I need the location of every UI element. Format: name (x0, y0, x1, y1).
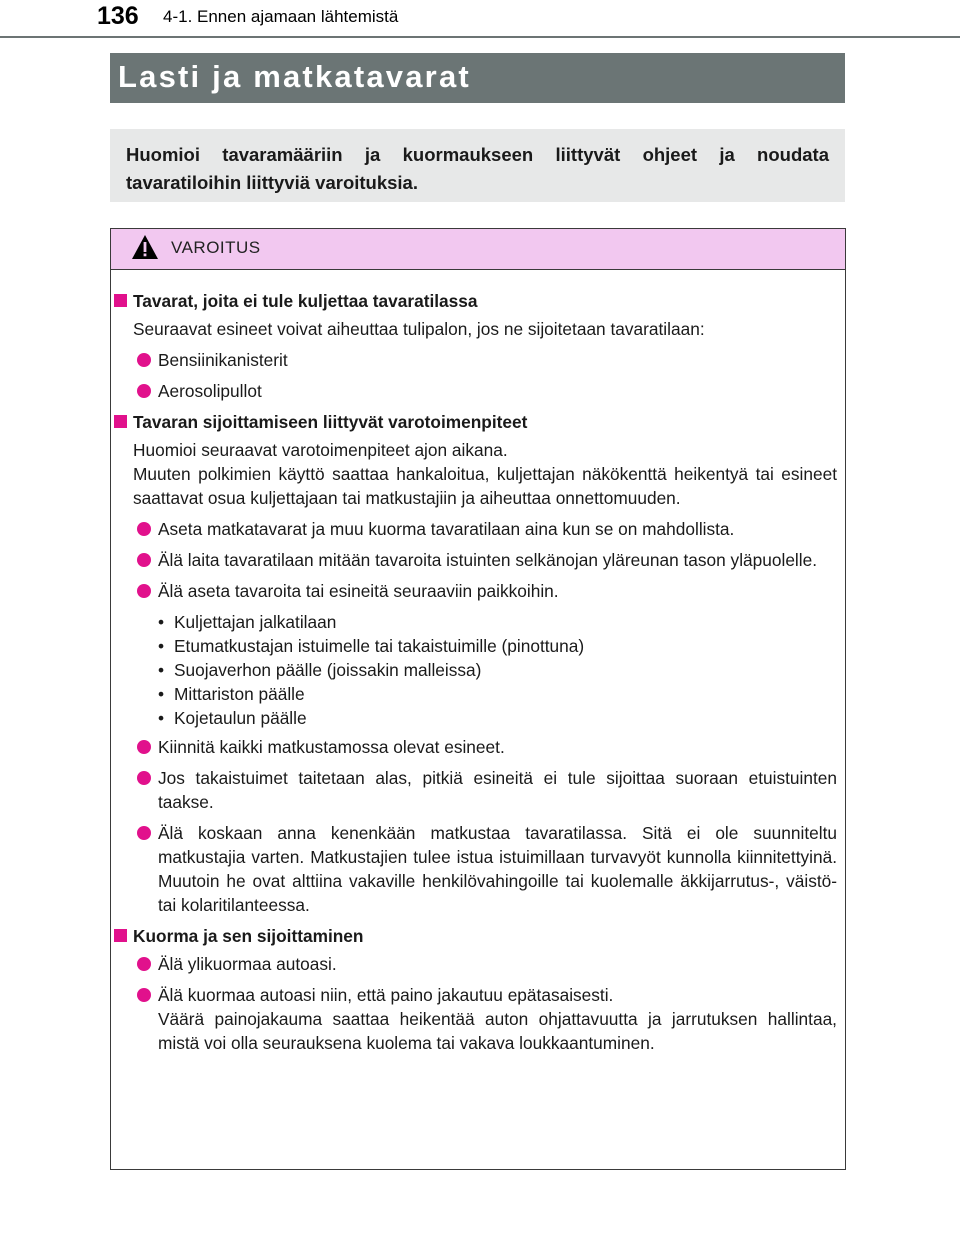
sub-list-item: • Mittariston päälle (158, 682, 837, 706)
square-bullet-icon (114, 929, 127, 942)
square-bullet-icon (114, 415, 127, 428)
dot-bullet-icon (137, 553, 151, 567)
dot-bullet-icon (137, 826, 151, 840)
warning-content (111, 270, 845, 1055)
section-heading: Tavaran sijoittamiseen liittyvät varotoimenpiteet (111, 410, 837, 434)
intro-text: Huomioi tavaramääriin ja kuormaukseen liittyvät ohjeet ja noudata tavaratiloihin liittyviä varoituksia. (126, 144, 829, 193)
paragraph: Muuten polkimien käyttö saattaa hankaloitua, kuljettajan näkökenttä heikentyä tai esineet saattavat osua kuljettajaan tai matkustajiin ja aiheuttaa onnettomuuden. (133, 464, 837, 508)
sub-list (111, 610, 837, 730)
paragraph: Seuraavat esineet voivat aiheuttaa tulipalon, jos ne sijoitetaan tavaratilaan: (133, 319, 705, 339)
warning-box (110, 228, 846, 1170)
list-item: Kiinnitä kaikki matkustamossa olevat esineet. (111, 735, 837, 759)
list-item: Älä aseta tavaroita tai esineitä seuraaviin paikkoihin. (111, 579, 837, 603)
list-item: Jos takaistuimet taitetaan alas, pitkiä esineitä ei tule sijoittaa suoraan etuistuinten taakse. (111, 766, 837, 814)
sub-list-item: • Kuljettajan jalkatilaan (158, 610, 837, 634)
list-item: Aerosolipullot (111, 379, 837, 403)
list-item: Älä koskaan anna kenenkään matkustaa tavaratilassa. Sitä ei ole suunniteltu matkustajia varten. Matkustajien tulee istua istuimillaan turvavyöt kunnolla kiinnitettyinä. Muutoin he ovat alttiina vakaville henkilövahingoille tai kuolemalle äkkijarrutus-, väistö- tai kolaritilanteessa. (111, 821, 837, 917)
paragraph: Huomioi seuraavat varotoimenpiteet ajon aikana. (133, 440, 508, 460)
section-heading: Kuorma ja sen sijoittaminen (111, 924, 837, 948)
dot-bullet-icon (137, 988, 151, 1002)
list-item: Älä ylikuormaa autoasi. (111, 952, 837, 976)
square-bullet-icon (114, 294, 127, 307)
sub-list-item: • Etumatkustajan istuimelle tai takaistuimille (pinottuna) (158, 634, 837, 658)
page-number: 136 (97, 2, 139, 30)
chapter-title: 4-1. Ennen ajamaan lähtemistä (163, 7, 399, 26)
dot-bullet-icon (137, 584, 151, 598)
dot-bullet-icon (137, 740, 151, 754)
list-item: Aseta matkatavarat ja muu kuorma tavaratilaan aina kun se on mahdollista. (111, 517, 837, 541)
warning-label: VAROITUS (171, 238, 261, 257)
dot-bullet-icon (137, 957, 151, 971)
sub-list-item: • Suojaverhon päälle (joissakin malleissa) (158, 658, 837, 682)
list-item: Älä laita tavaratilaan mitään tavaroita istuinten selkänojan yläreunan tason yläpuolelle. (111, 548, 837, 572)
list-item: Älä kuormaa autoasi niin, että paino jakautuu epätasaisesti. Väärä painojakauma saattaa heikentää auton ohjattavuutta ja jarrutuksen hallintaa, mistä voi olla seurauksena kuolema tai vakava loukkaantuminen. (111, 983, 837, 1055)
intro-box (110, 129, 845, 202)
section-title: Lasti ja matkatavarat (118, 59, 471, 94)
dot-bullet-icon (137, 353, 151, 367)
section-heading: Tavarat, joita ei tule kuljettaa tavaratilassa (111, 289, 837, 313)
warning-header (111, 229, 845, 270)
section-title-bar (110, 53, 845, 103)
dot-bullet-icon (137, 522, 151, 536)
sub-list-item: • Kojetaulun päälle (158, 706, 837, 730)
warning-triangle-icon (131, 234, 159, 260)
header-divider (0, 36, 960, 38)
dot-bullet-icon (137, 771, 151, 785)
dot-bullet-icon (137, 384, 151, 398)
list-item: Bensiinikanisterit (111, 348, 837, 372)
